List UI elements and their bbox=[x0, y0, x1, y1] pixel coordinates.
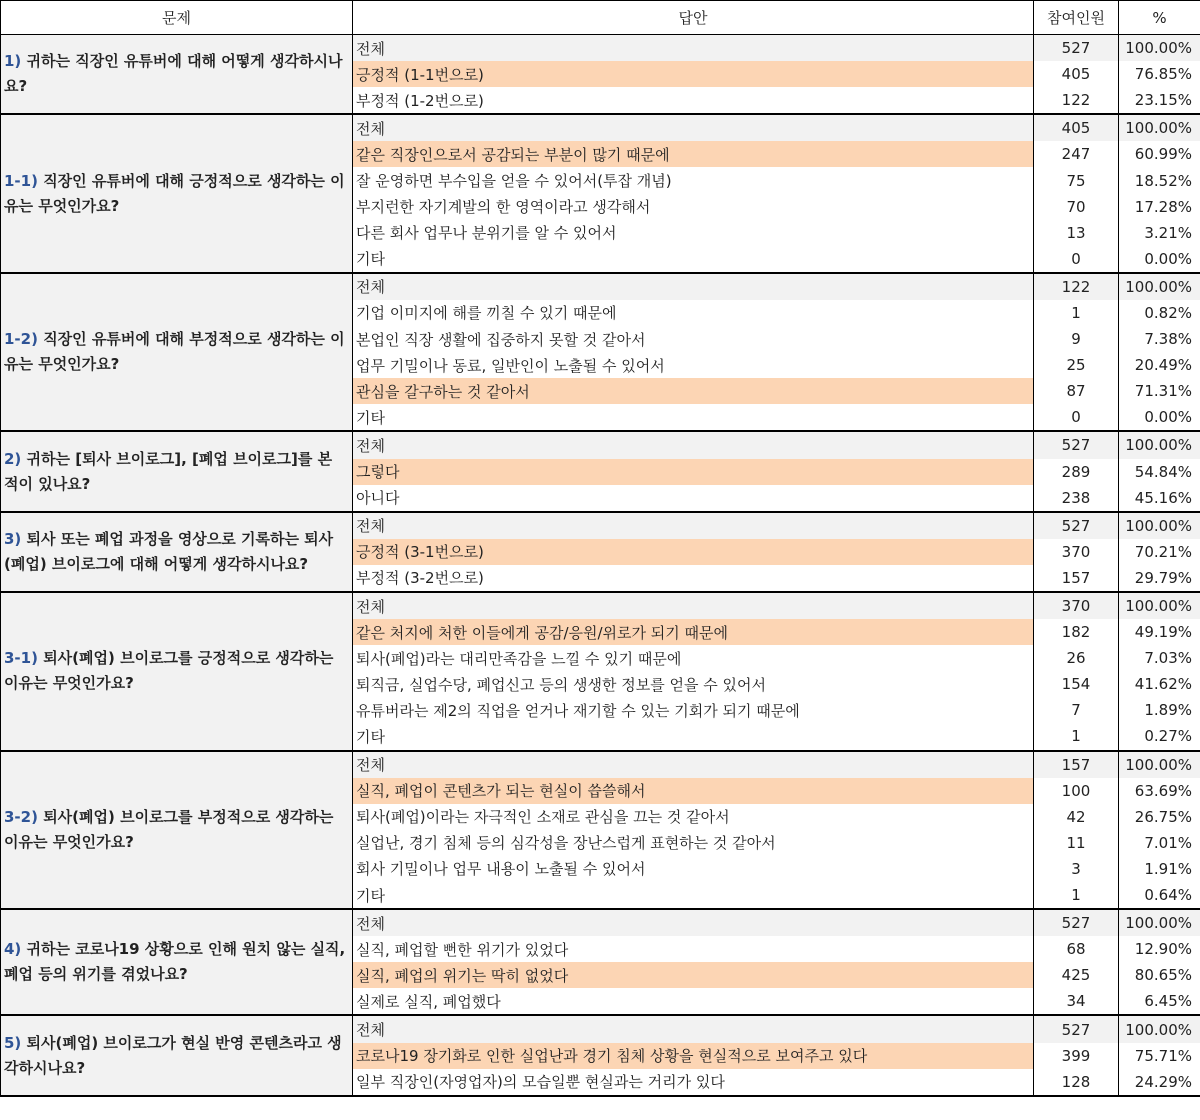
table-row bbox=[1, 273, 1200, 300]
answer-cell: 유튜버라는 제2의 직업을 얻거나 재기할 수 있는 기회가 되기 때문에 bbox=[353, 697, 1034, 723]
answer-cell: 긍정적 (1-1번으로) bbox=[353, 61, 1034, 87]
answer-cell: 퇴직금, 실업수당, 폐업신고 등의 생생한 정보를 얻을 수 있어서 bbox=[353, 671, 1034, 697]
percent-cell: 41.62% bbox=[1119, 671, 1200, 697]
question-number: 1-2) bbox=[4, 330, 38, 349]
answer-cell: 부정적 (3-2번으로) bbox=[353, 565, 1034, 592]
question-number: 1) bbox=[4, 52, 22, 71]
count-cell: 122 bbox=[1034, 273, 1119, 300]
percent-cell: 17.28% bbox=[1119, 194, 1200, 220]
percent-cell: 60.99% bbox=[1119, 141, 1200, 167]
count-cell: 399 bbox=[1034, 1043, 1119, 1069]
percent-cell: 7.01% bbox=[1119, 830, 1200, 856]
table-row bbox=[1, 35, 1200, 62]
count-cell: 157 bbox=[1034, 565, 1119, 592]
count-cell: 247 bbox=[1034, 141, 1119, 167]
count-cell: 0 bbox=[1034, 404, 1119, 431]
answer-cell: 같은 처지에 처한 이들에게 공감/응원/위로가 되기 때문에 bbox=[353, 619, 1034, 645]
answer-cell: 긍정적 (3-1번으로) bbox=[353, 539, 1034, 565]
question-text: 직장인 유튜버에 대해 긍정적으로 생각하는 이유는 무엇인가요? bbox=[4, 171, 345, 215]
percent-cell: 100.00% bbox=[1119, 512, 1200, 539]
percent-cell: 3.21% bbox=[1119, 220, 1200, 246]
answer-cell: 코로나19 장기화로 인한 실업난과 경기 침체 상황을 현실적으로 보여주고 있다 bbox=[353, 1043, 1034, 1069]
answer-cell: 실제로 실직, 폐업했다 bbox=[353, 988, 1034, 1015]
count-cell: 128 bbox=[1034, 1069, 1119, 1096]
header-percent: % bbox=[1119, 1, 1200, 35]
count-cell: 70 bbox=[1034, 194, 1119, 220]
answer-cell: 전체 bbox=[353, 751, 1034, 778]
percent-cell: 100.00% bbox=[1119, 751, 1200, 778]
answer-cell: 전체 bbox=[353, 114, 1034, 141]
percent-cell: 100.00% bbox=[1119, 592, 1200, 619]
percent-cell: 54.84% bbox=[1119, 459, 1200, 485]
header-count: 참여인원 bbox=[1034, 1, 1119, 35]
count-cell: 527 bbox=[1034, 909, 1119, 936]
answer-cell: 전체 bbox=[353, 35, 1034, 62]
answer-cell: 관심을 갈구하는 것 같아서 bbox=[353, 378, 1034, 404]
question-text: 퇴사 또는 폐업 과정을 영상으로 기록하는 퇴사(폐업) 브이로그에 대해 어떻게 생각하시나요? bbox=[4, 529, 334, 573]
table-row bbox=[1, 1015, 1200, 1042]
percent-cell: 7.38% bbox=[1119, 326, 1200, 352]
count-cell: 289 bbox=[1034, 459, 1119, 485]
count-cell: 1 bbox=[1034, 882, 1119, 909]
answer-cell: 기타 bbox=[353, 723, 1034, 750]
count-cell: 68 bbox=[1034, 936, 1119, 962]
answer-cell: 전체 bbox=[353, 273, 1034, 300]
question-number: 3-1) bbox=[4, 649, 38, 668]
question-cell bbox=[1, 512, 353, 592]
question-number: 1-1) bbox=[4, 171, 38, 190]
count-cell: 370 bbox=[1034, 592, 1119, 619]
answer-cell: 전체 bbox=[353, 592, 1034, 619]
count-cell: 3 bbox=[1034, 856, 1119, 882]
percent-cell: 0.82% bbox=[1119, 300, 1200, 326]
count-cell: 1 bbox=[1034, 300, 1119, 326]
answer-cell: 실직, 폐업할 뻔한 위기가 있었다 bbox=[353, 936, 1034, 962]
count-cell: 87 bbox=[1034, 378, 1119, 404]
table-row bbox=[1, 751, 1200, 778]
count-cell: 238 bbox=[1034, 485, 1119, 512]
count-cell: 34 bbox=[1034, 988, 1119, 1015]
question-cell bbox=[1, 273, 353, 432]
percent-cell: 12.90% bbox=[1119, 936, 1200, 962]
table-row bbox=[1, 592, 1200, 619]
percent-cell: 0.00% bbox=[1119, 246, 1200, 273]
question-cell bbox=[1, 751, 353, 910]
percent-cell: 18.52% bbox=[1119, 167, 1200, 193]
question-text: 퇴사(폐업) 브이로그를 긍정적으로 생각하는 이유는 무엇인가요? bbox=[4, 649, 334, 693]
answer-cell: 다른 회사 업무나 분위기를 알 수 있어서 bbox=[353, 220, 1034, 246]
question-number: 2) bbox=[4, 449, 22, 468]
answer-cell: 같은 직장인으로서 공감되는 부분이 많기 때문에 bbox=[353, 141, 1034, 167]
percent-cell: 1.91% bbox=[1119, 856, 1200, 882]
answer-cell: 회사 기밀이나 업무 내용이 노출될 수 있어서 bbox=[353, 856, 1034, 882]
percent-cell: 29.79% bbox=[1119, 565, 1200, 592]
count-cell: 527 bbox=[1034, 431, 1119, 458]
answer-cell: 전체 bbox=[353, 1015, 1034, 1042]
table-row bbox=[1, 909, 1200, 936]
percent-cell: 100.00% bbox=[1119, 431, 1200, 458]
percent-cell: 0.64% bbox=[1119, 882, 1200, 909]
table-row bbox=[1, 114, 1200, 141]
question-number: 3) bbox=[4, 529, 22, 548]
answer-cell: 그렇다 bbox=[353, 459, 1034, 485]
count-cell: 7 bbox=[1034, 697, 1119, 723]
question-number: 4) bbox=[4, 940, 22, 959]
percent-cell: 20.49% bbox=[1119, 352, 1200, 378]
answer-cell: 일부 직장인(자영업자)의 모습일뿐 현실과는 거리가 있다 bbox=[353, 1069, 1034, 1096]
count-cell: 122 bbox=[1034, 87, 1119, 114]
answer-cell: 퇴사(폐업)이라는 자극적인 소재로 관심을 끄는 것 같아서 bbox=[353, 804, 1034, 830]
answer-cell: 전체 bbox=[353, 909, 1034, 936]
percent-cell: 71.31% bbox=[1119, 378, 1200, 404]
percent-cell: 76.85% bbox=[1119, 61, 1200, 87]
percent-cell: 49.19% bbox=[1119, 619, 1200, 645]
percent-cell: 100.00% bbox=[1119, 909, 1200, 936]
percent-cell: 100.00% bbox=[1119, 273, 1200, 300]
count-cell: 370 bbox=[1034, 539, 1119, 565]
percent-cell: 75.71% bbox=[1119, 1043, 1200, 1069]
percent-cell: 26.75% bbox=[1119, 804, 1200, 830]
header-row bbox=[1, 1, 1200, 35]
answer-cell: 실직, 폐업이 콘텐츠가 되는 현실이 씁쓸해서 bbox=[353, 778, 1034, 804]
answer-cell: 실업난, 경기 침체 등의 심각성을 장난스럽게 표현하는 것 같아서 bbox=[353, 830, 1034, 856]
count-cell: 182 bbox=[1034, 619, 1119, 645]
answer-cell: 기타 bbox=[353, 882, 1034, 909]
percent-cell: 63.69% bbox=[1119, 778, 1200, 804]
table-row bbox=[1, 431, 1200, 458]
percent-cell: 23.15% bbox=[1119, 87, 1200, 114]
question-cell bbox=[1, 592, 353, 751]
count-cell: 26 bbox=[1034, 645, 1119, 671]
percent-cell: 0.27% bbox=[1119, 723, 1200, 750]
header-answer: 답안 bbox=[353, 1, 1034, 35]
count-cell: 9 bbox=[1034, 326, 1119, 352]
count-cell: 527 bbox=[1034, 512, 1119, 539]
answer-cell: 전체 bbox=[353, 431, 1034, 458]
question-cell bbox=[1, 1015, 353, 1095]
question-text: 귀하는 코로나19 상황으로 인해 원치 않는 실직, 폐업 등의 위기를 겪었나요? bbox=[4, 940, 346, 984]
question-text: 퇴사(폐업) 브이로그가 현실 반영 콘텐츠라고 생각하시나요? bbox=[4, 1033, 342, 1077]
count-cell: 42 bbox=[1034, 804, 1119, 830]
answer-cell: 업무 기밀이나 동료, 일반인이 노출될 수 있어서 bbox=[353, 352, 1034, 378]
table-body bbox=[1, 35, 1200, 1096]
answer-cell: 기타 bbox=[353, 404, 1034, 431]
answer-cell: 전체 bbox=[353, 512, 1034, 539]
answer-cell: 기업 이미지에 해를 끼칠 수 있기 때문에 bbox=[353, 300, 1034, 326]
question-cell bbox=[1, 35, 353, 115]
count-cell: 0 bbox=[1034, 246, 1119, 273]
count-cell: 1 bbox=[1034, 723, 1119, 750]
percent-cell: 80.65% bbox=[1119, 962, 1200, 988]
answer-cell: 실직, 폐업의 위기는 딱히 없었다 bbox=[353, 962, 1034, 988]
percent-cell: 100.00% bbox=[1119, 114, 1200, 141]
answer-cell: 아니다 bbox=[353, 485, 1034, 512]
count-cell: 13 bbox=[1034, 220, 1119, 246]
question-text: 귀하는 [퇴사 브이로그], [폐업 브이로그]를 본 적이 있나요? bbox=[4, 449, 333, 493]
table-row bbox=[1, 512, 1200, 539]
question-text: 퇴사(폐업) 브이로그를 부정적으로 생각하는 이유는 무엇인가요? bbox=[4, 807, 334, 851]
percent-cell: 7.03% bbox=[1119, 645, 1200, 671]
answer-cell: 부정적 (1-2번으로) bbox=[353, 87, 1034, 114]
percent-cell: 1.89% bbox=[1119, 697, 1200, 723]
percent-cell: 70.21% bbox=[1119, 539, 1200, 565]
question-cell bbox=[1, 909, 353, 1015]
question-text: 직장인 유튜버에 대해 부정적으로 생각하는 이유는 무엇인가요? bbox=[4, 330, 345, 374]
answer-cell: 본업인 직장 생활에 집중하지 못할 것 같아서 bbox=[353, 326, 1034, 352]
percent-cell: 0.00% bbox=[1119, 404, 1200, 431]
answer-cell: 잘 운영하면 부수입을 얻을 수 있어서(투잡 개념) bbox=[353, 167, 1034, 193]
count-cell: 527 bbox=[1034, 1015, 1119, 1042]
percent-cell: 100.00% bbox=[1119, 1015, 1200, 1042]
percent-cell: 6.45% bbox=[1119, 988, 1200, 1015]
count-cell: 405 bbox=[1034, 114, 1119, 141]
percent-cell: 45.16% bbox=[1119, 485, 1200, 512]
count-cell: 11 bbox=[1034, 830, 1119, 856]
percent-cell: 100.00% bbox=[1119, 35, 1200, 62]
count-cell: 75 bbox=[1034, 167, 1119, 193]
count-cell: 425 bbox=[1034, 962, 1119, 988]
count-cell: 25 bbox=[1034, 352, 1119, 378]
header-question: 문제 bbox=[1, 1, 353, 35]
answer-cell: 기타 bbox=[353, 246, 1034, 273]
count-cell: 527 bbox=[1034, 35, 1119, 62]
count-cell: 154 bbox=[1034, 671, 1119, 697]
answer-cell: 부지런한 자기계발의 한 영역이라고 생각해서 bbox=[353, 194, 1034, 220]
count-cell: 405 bbox=[1034, 61, 1119, 87]
question-text: 귀하는 직장인 유튜버에 대해 어떻게 생각하시나요? bbox=[4, 52, 343, 96]
question-cell bbox=[1, 431, 353, 511]
question-number: 5) bbox=[4, 1033, 22, 1052]
count-cell: 100 bbox=[1034, 778, 1119, 804]
percent-cell: 24.29% bbox=[1119, 1069, 1200, 1096]
count-cell: 157 bbox=[1034, 751, 1119, 778]
answer-cell: 퇴사(폐업)라는 대리만족감을 느낄 수 있기 때문에 bbox=[353, 645, 1034, 671]
question-cell bbox=[1, 114, 353, 273]
question-number: 3-2) bbox=[4, 807, 38, 826]
